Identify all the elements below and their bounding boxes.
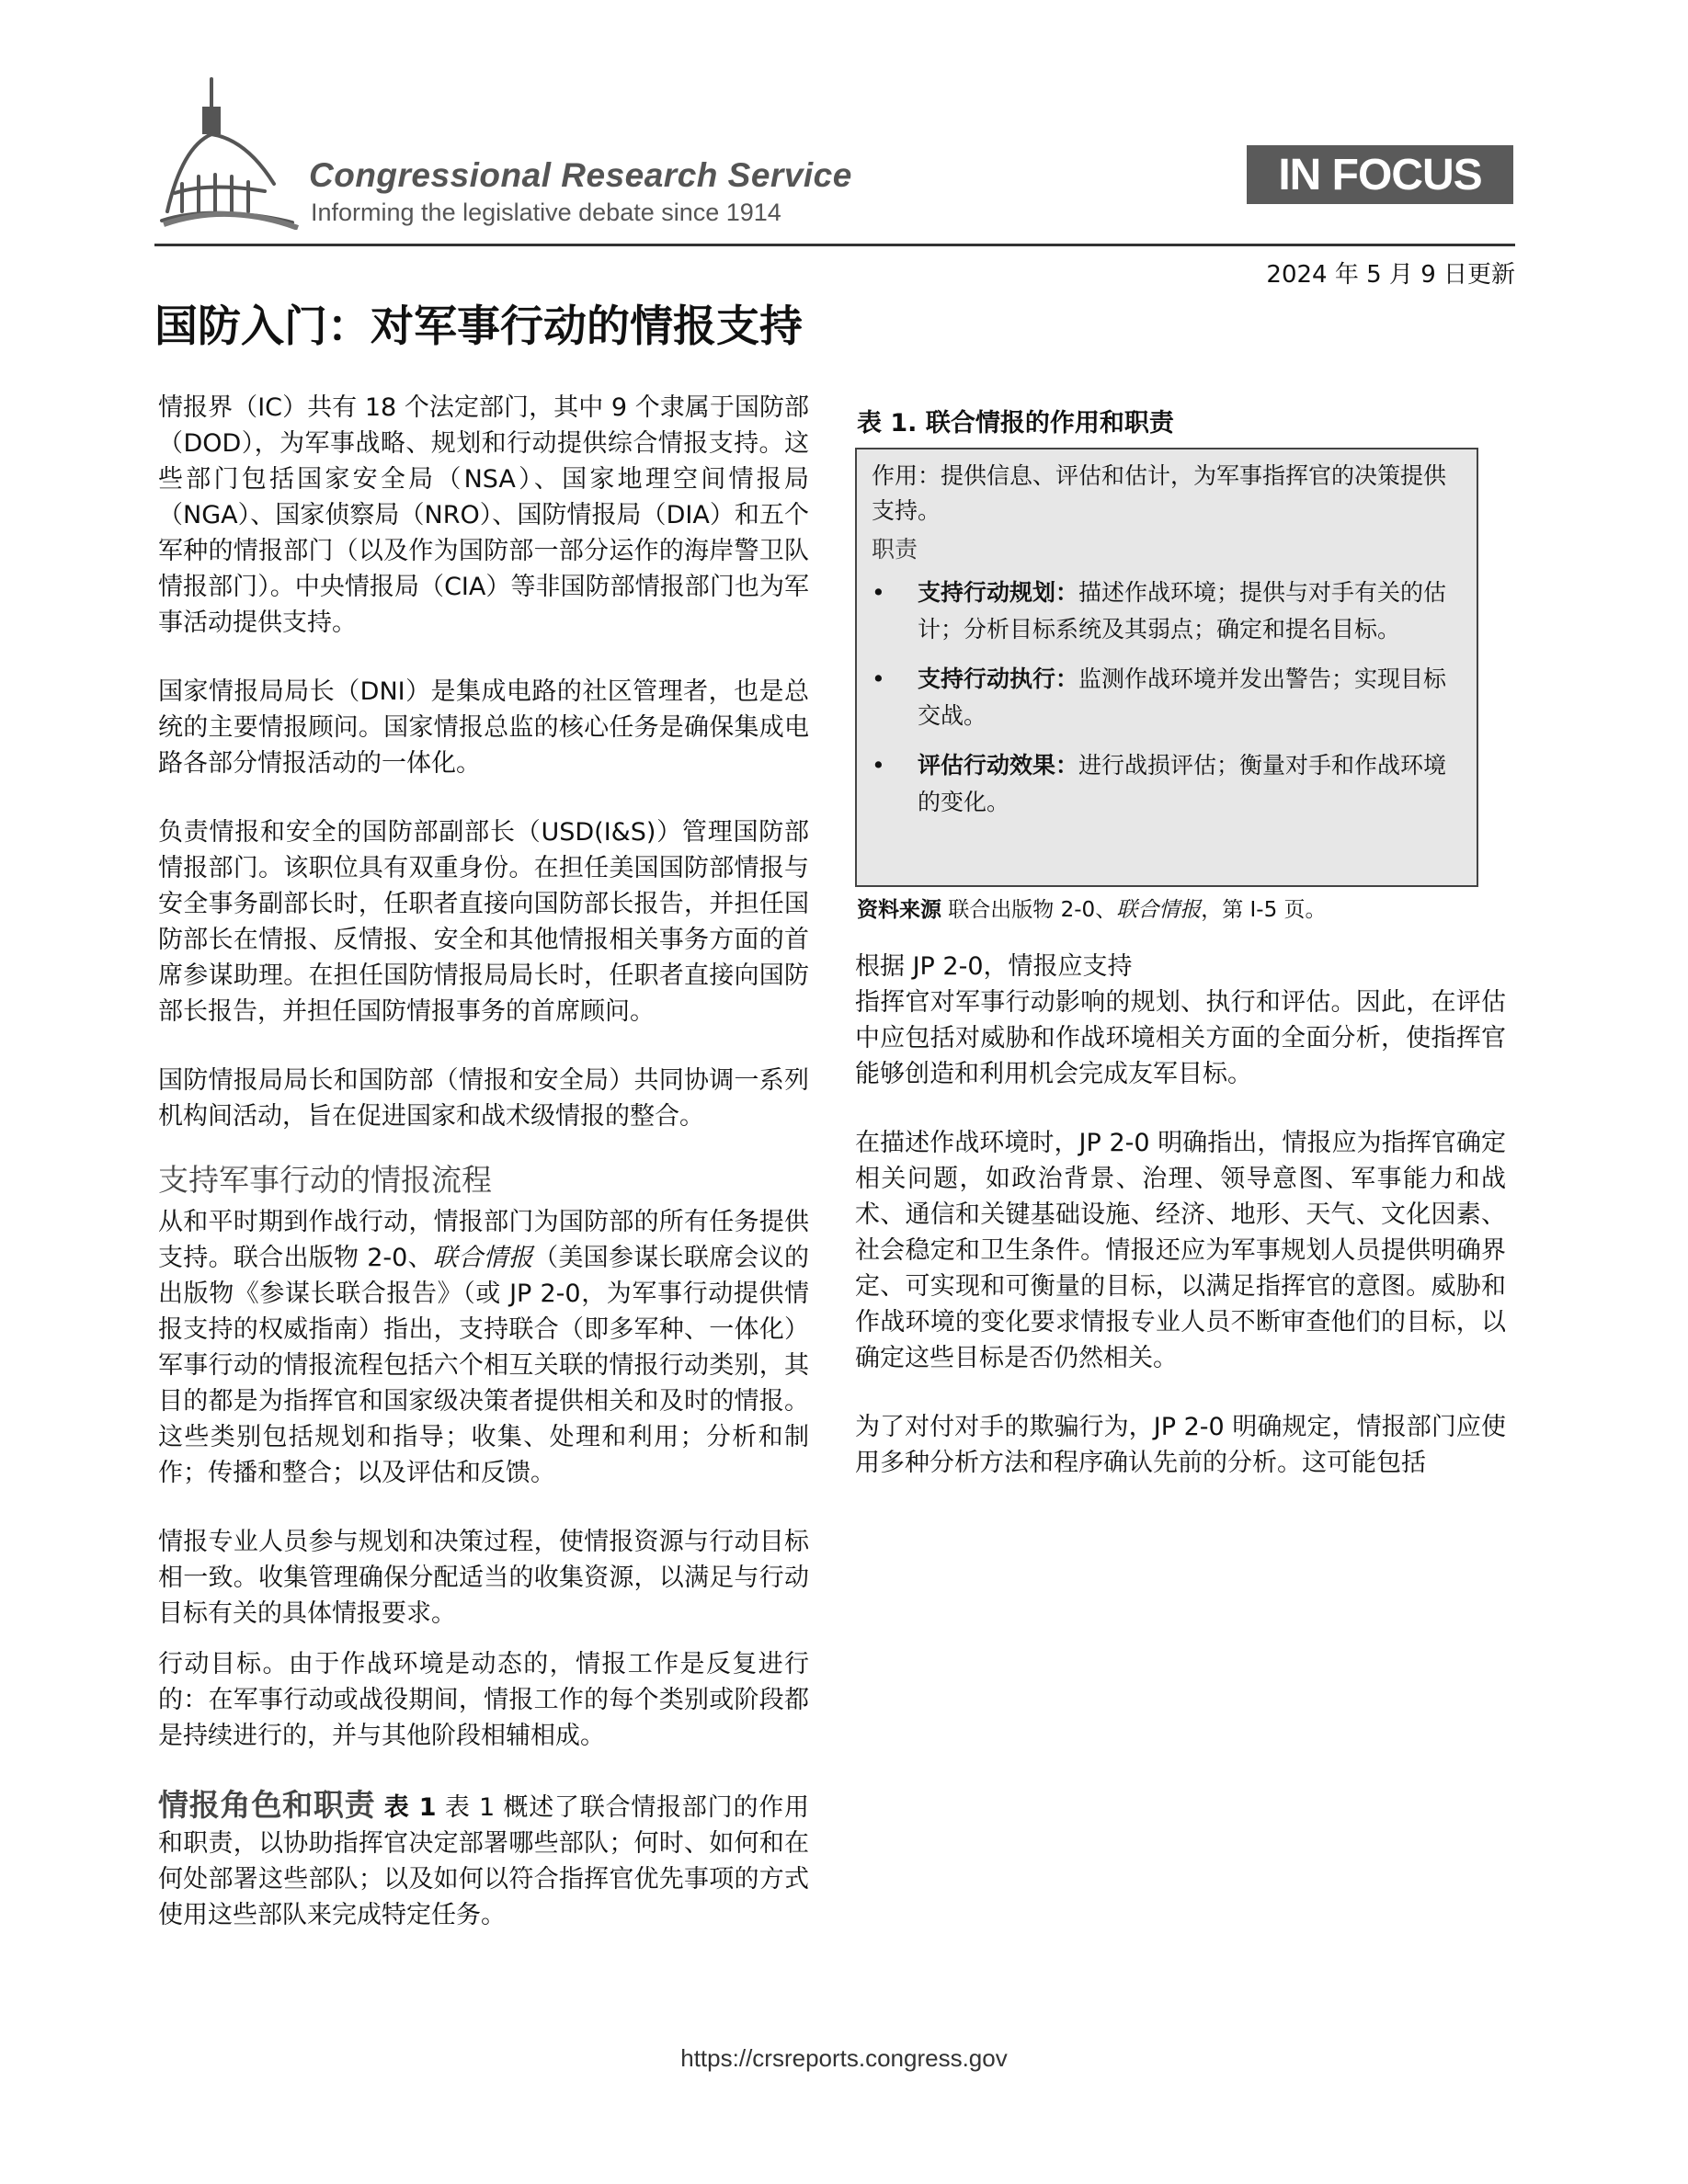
bullet-icon: • (872, 579, 885, 606)
in-focus-badge: IN FOCUS (1247, 145, 1513, 204)
header-rule (154, 244, 1515, 246)
list-item: • 支持行动执行：监测作战环境并发出警告；实现目标交战。 (872, 661, 1464, 734)
section-heading-roles: 情报角色和职责 (158, 1787, 376, 1823)
paragraph-usdis: 负责情报和安全的国防部副部长（USD(I&S)）管理国防部情报部门。该职位具有双重身份。在担任美国国防部情报与安全事务副部长时，任职者直接向国防部长报告，并担任国防部长在情报、反情报、安全和其他情报相关事务方面的首席参谋助理。在担任国防情报局局长时，任职者直接向国防部长报告，并担任国防情报事务的首席顾问。 (158, 818, 809, 1026)
table-box (855, 448, 1478, 887)
list-item: • 评估行动效果：进行战损评估；衡量对手和作战环境的变化。 (872, 747, 1464, 821)
paragraph-operational-objectives: 行动目标。由于作战环境是动态的，情报工作是反复进行的：在军事行动或战役期间，情报工作的每个类别或阶段都是持续进行的，并与其他阶段相辅相成。 (158, 1650, 809, 1750)
publication-title: 联合情报 (432, 1244, 534, 1272)
org-name: Congressional Research Service (309, 156, 852, 194)
list-item: • 支持行动规划：描述作战环境；提供与对手有关的估计；分析目标系统及其弱点；确定和提名目标。 (872, 574, 1464, 648)
table-duties-label: 职责 (872, 536, 918, 563)
footer-url-link[interactable]: https://crsreports.congress.gov (680, 2044, 1008, 2072)
paragraph-dni: 国家情报局局长（DNI）是集成电路的社区管理者，也是总统的主要情报顾问。国家情报总监的核心任务是确保集成电路各部分情报活动的一体化。 (158, 677, 809, 778)
paragraph-jp-support: 根据 JP 2-0，情报应支持 指挥官对军事行动影响的规划、执行和评估。因此，在评估中应包括对威胁和作战环境相关方面的全面分析，使指挥官能够创造和利用机会完成友军目标。 (855, 952, 1506, 1088)
duties-list (872, 574, 1464, 821)
table-caption: 表 1. 联合情报的作用和职责 (857, 409, 1174, 438)
paragraph-planning: 情报专业人员参与规划和决策过程，使情报资源与行动目标相一致。收集管理确保分配适当的收集资源，以满足与行动目标有关的具体情报要求。 (158, 1528, 809, 1628)
paragraph-dia-coordination: 国防情报局局长和国防部（情报和安全局）共同协调一系列机构间活动，旨在促进国家和战术级情报的整合。 (158, 1066, 809, 1131)
bullet-icon: • (872, 665, 885, 692)
paragraph-operational-environment: 在描述作战环境时，JP 2-0 明确指出，情报应为指挥官确定相关问题，如政治背景、治理、领导意图、军事能力和战术、通信和关键基础设施、经济、地形、天气、文化因素、社会稳定和卫生条件。情报还应为军事规划人员提供明确界定、可实现和可衡量的目标，以满足指挥官的意图。威胁和作战环境的变化要求情报专业人员不断审查他们的目标，以确定这些目标是否仍然相关。 (855, 1129, 1506, 1372)
org-tagline: Informing the legislative debate since 1914 (311, 199, 781, 226)
paragraph-roles: 情报角色和职责 表 1 表 1 概述了联合情报部门的作用和职责，以协助指挥官决定部署哪些部队；何时、如何和在何处部署这些部队；以及如何以符合指挥官优先事项的方式使用这些部队来完成特定任务。 (158, 1787, 809, 1929)
table-reference: 表 1 (383, 1793, 437, 1822)
capitol-dome-icon (154, 74, 302, 230)
paragraph-ic-overview: 情报界（IC）共有 18 个法定部门，其中 9 个隶属于国防部（DOD），为军事战略、规划和行动提供综合情报支持。这些部门包括国家安全局（NSA）、国家地理空间情报局（NGA）、国家侦察局（NRO）、国防情报局（DIA）和五个军种的情报部门（以及作为国防部一部分运作的海岸警卫队情报部门）。中央情报局（CIA）等非国防部情报部门也为军事活动提供支持。 (158, 393, 809, 637)
updated-date: 2024 年 5 月 9 日更新 (1266, 261, 1515, 289)
table-role: 作用：提供信息、评估和估计，为军事指挥官的决策提供支持。 (872, 462, 1447, 524)
page-title: 国防入门：对军事行动的情报支持 (154, 301, 803, 352)
left-column (158, 390, 809, 1966)
paragraph-deception: 为了对付对手的欺骗行为，JP 2-0 明确规定，情报部门应使用多种分析方法和程序确认先前的分析。这可能包括 (855, 1413, 1506, 1477)
paragraph-intel-process: 从和平时期到作战行动，情报部门为国防部的所有任务提供支持。联合出版物 2-0、联合情报（美国参谋长联席会议的出版物《参谋长联合报告》（或 JP 2-0，为军事行动提供情报支持的权威指南）指出，支持联合（即多军种、一体化）军事行动的情报流程包括六个相互关联的情报行动类别，其目的都是为指挥官和国家级决策者提供相关和及时的情报。这些类别包括规划和指导；收集、处理和利用；分析和制作；传播和整合；以及评估和反馈。 (158, 1208, 810, 1487)
bullet-icon: • (872, 752, 885, 779)
table-source: 资料来源 联合出版物 2-0、联合情报，第 I-5 页。 (857, 898, 1327, 922)
section-heading-intel-process: 支持军事行动的情报流程 (158, 1162, 492, 1198)
right-column (855, 403, 1506, 1514)
